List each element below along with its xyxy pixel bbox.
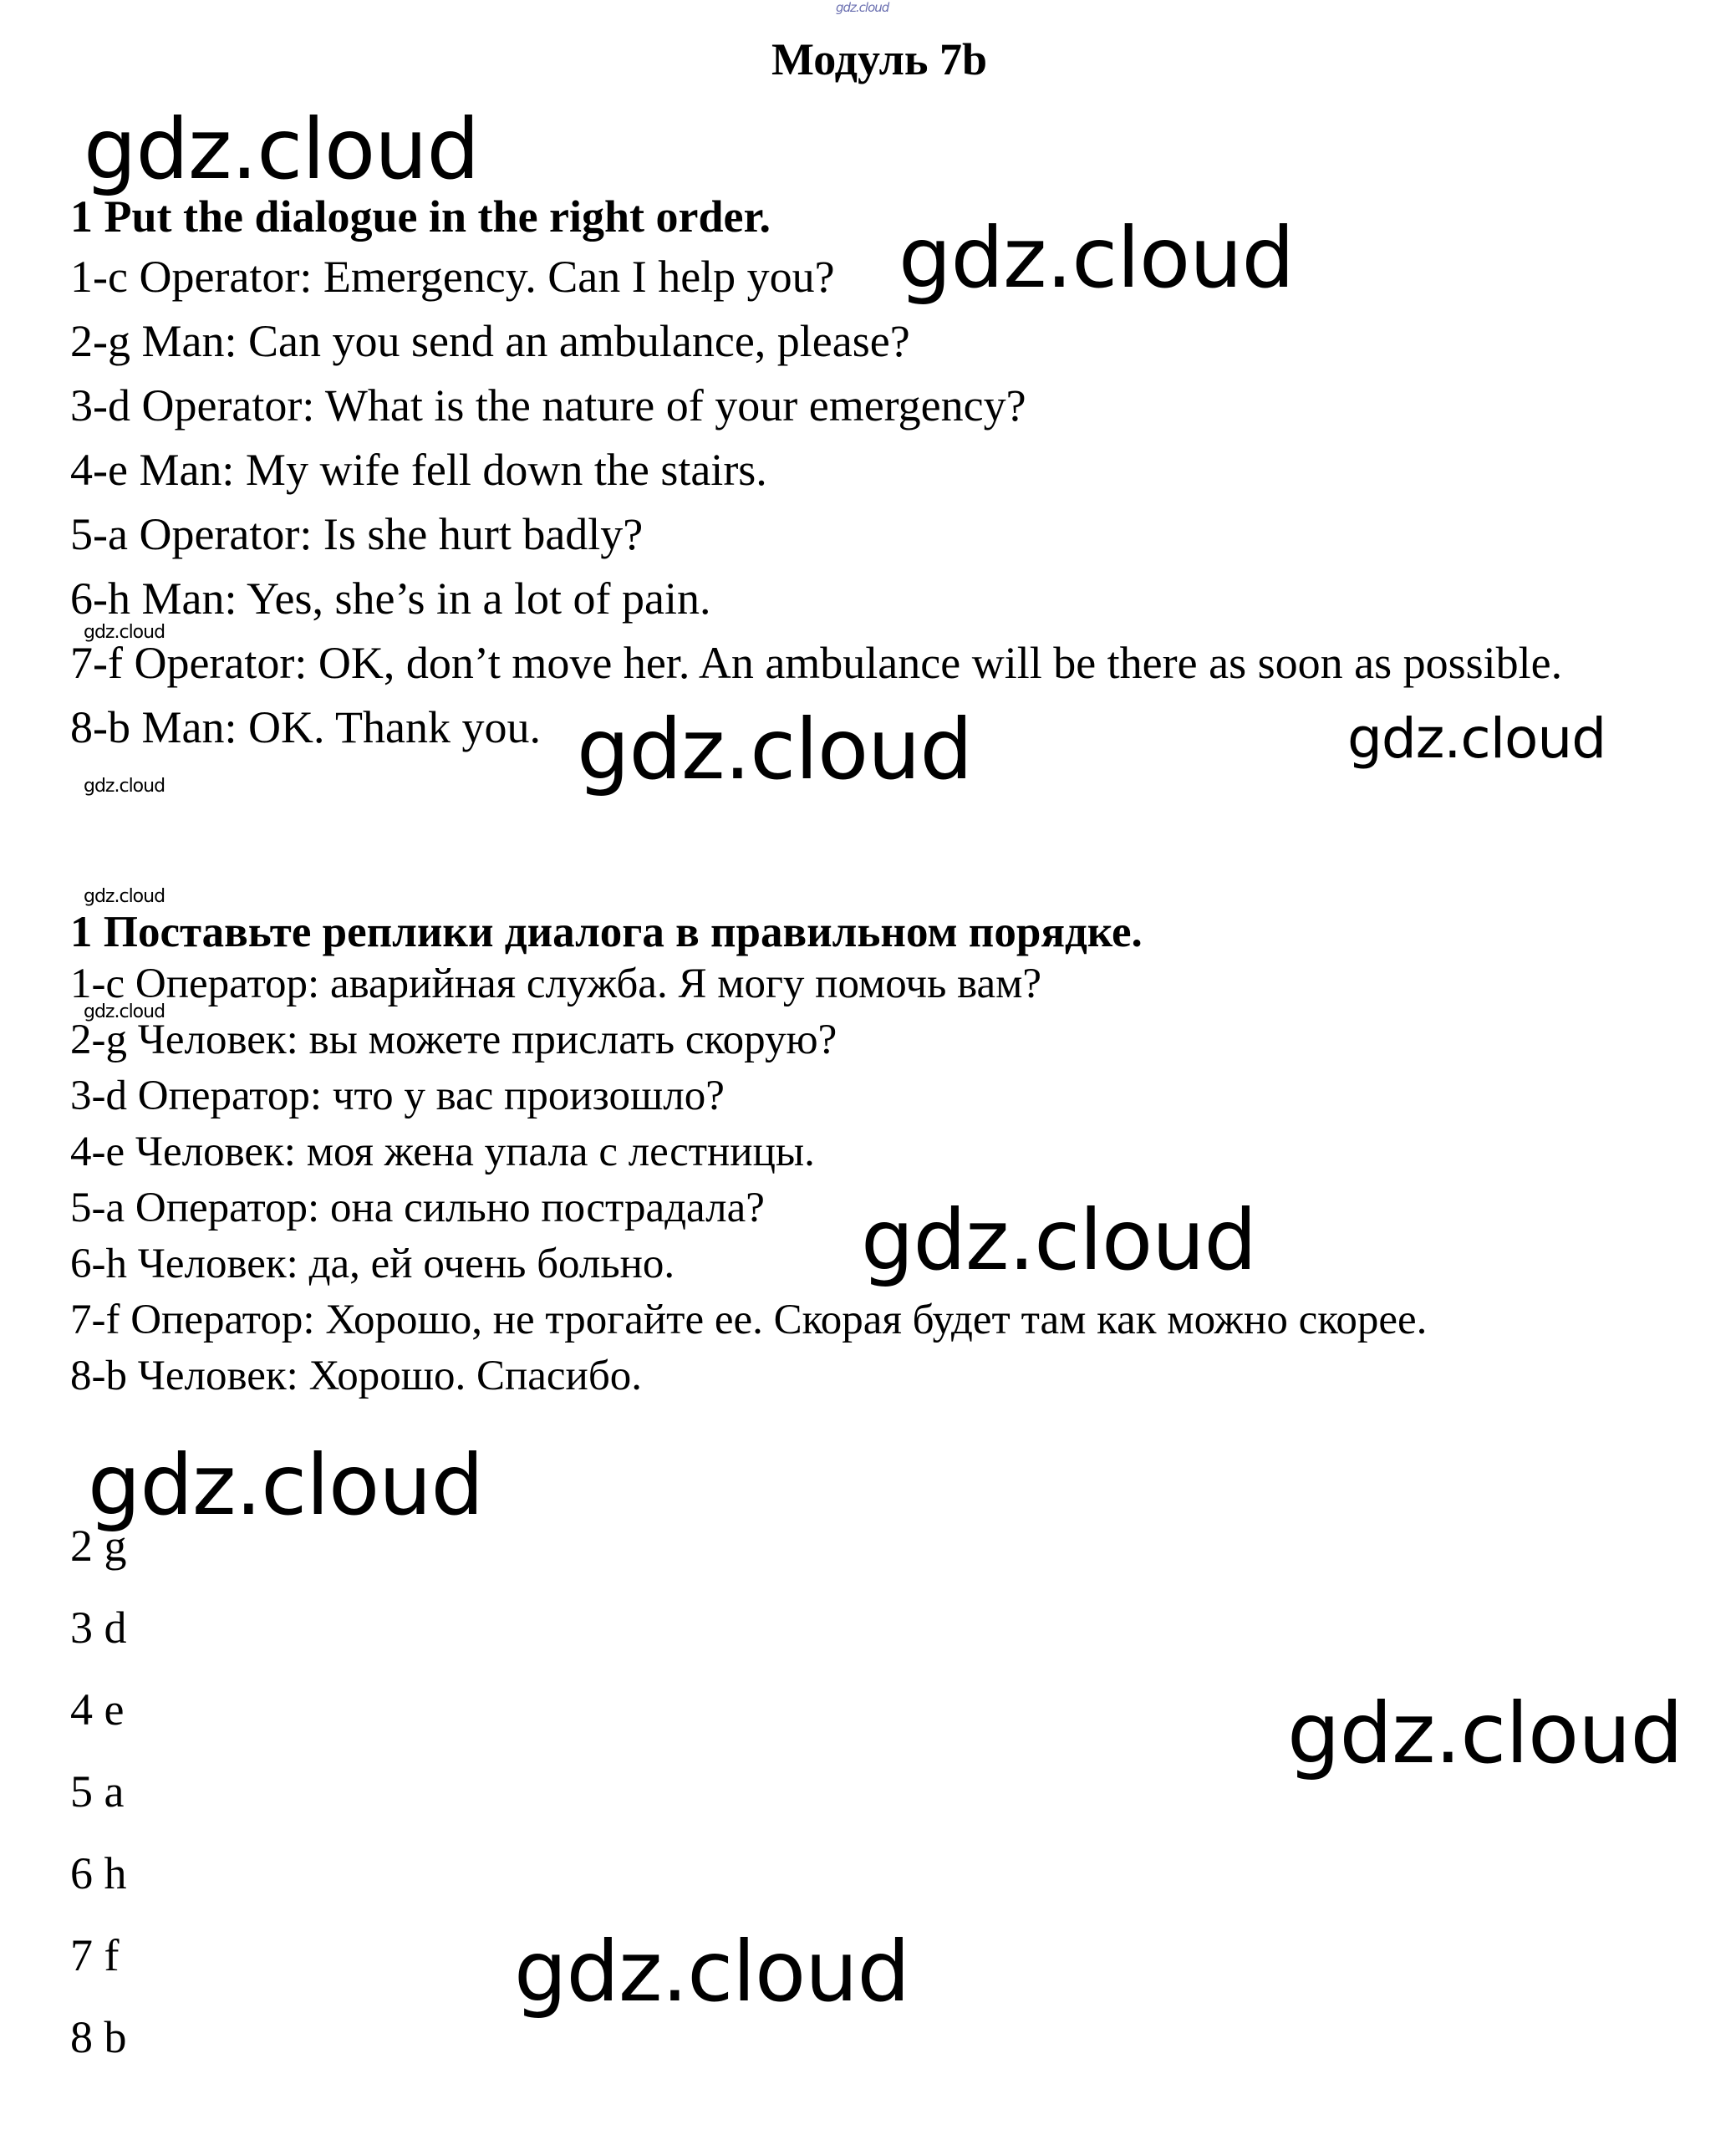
watermark: gdz.cloud: [84, 776, 165, 797]
watermark: gdz.cloud: [1347, 706, 1606, 771]
answer-item: 7 f: [70, 1930, 120, 1980]
dialogue-line-ru: 5-a Оператор: она сильно пострадала?: [70, 1185, 765, 1231]
watermark: gdz.cloud: [899, 209, 1295, 307]
dialogue-line-ru: 3-d Оператор: что у вас произошло?: [70, 1073, 725, 1119]
section-heading-en: 1 Put the dialogue in the right order.: [70, 191, 771, 242]
dialogue-line-en: 7-f Operator: OK, don’t move her. An ambulance will be there as soon as possible.: [70, 638, 1563, 688]
dialogue-line-en: 3-d Operator: What is the nature of your emergency?: [70, 380, 1026, 431]
dialogue-line-en: 4-e Man: My wife fell down the stairs.: [70, 445, 767, 495]
dialogue-line-ru: 7-f Оператор: Хорошо, не трогайте ее. Скорая будет там как можно скорее.: [70, 1297, 1428, 1343]
dialogue-line-en: 6-h Man: Yes, she’s in a lot of pain.: [70, 573, 711, 624]
watermark: gdz.cloud: [514, 1923, 910, 2020]
watermark: gdz.cloud: [88, 1436, 484, 1534]
dialogue-line-ru: 6-h Человек: да, ей очень больно.: [70, 1241, 675, 1287]
answer-item: 4 e: [70, 1684, 125, 1735]
watermark: gdz.cloud: [1287, 1684, 1683, 1782]
section-heading-ru: 1 Поставьте реплики диалога в правильном порядке.: [70, 908, 1143, 956]
watermark: gdz.cloud: [84, 886, 165, 907]
answer-item: 2 g: [70, 1521, 127, 1571]
watermark: gdz.cloud: [861, 1191, 1257, 1289]
watermark-top: gdz.cloud: [836, 0, 889, 15]
watermark: gdz.cloud: [84, 100, 480, 198]
dialogue-line-en: 8-b Man: OK. Thank you.: [70, 702, 541, 752]
watermark: gdz.cloud: [84, 1001, 165, 1022]
dialogue-line-en: 2-g Man: Can you send an ambulance, please?: [70, 316, 910, 366]
dialogue-line-en: 1-c Operator: Emergency. Can I help you?: [70, 252, 835, 302]
answer-item: 5 a: [70, 1766, 125, 1817]
page-title: Модуль 7b: [771, 34, 988, 84]
answer-item: 3 d: [70, 1603, 127, 1653]
dialogue-line-ru: 4-e Человек: моя жена упала с лестницы.: [70, 1129, 815, 1175]
dialogue-line-ru: 8-b Человек: Хорошо. Спасибо.: [70, 1353, 643, 1399]
dialogue-line-ru: 1-c Оператор: аварийная служба. Я могу помочь вам?: [70, 961, 1042, 1007]
answer-item: 6 h: [70, 1848, 127, 1898]
watermark: gdz.cloud: [84, 622, 165, 643]
watermark: gdz.cloud: [577, 701, 973, 798]
dialogue-line-ru: 2-g Человек: вы можете прислать скорую?: [70, 1017, 837, 1063]
answer-item: 8 b: [70, 2012, 127, 2062]
dialogue-line-en: 5-a Operator: Is she hurt badly?: [70, 509, 644, 559]
